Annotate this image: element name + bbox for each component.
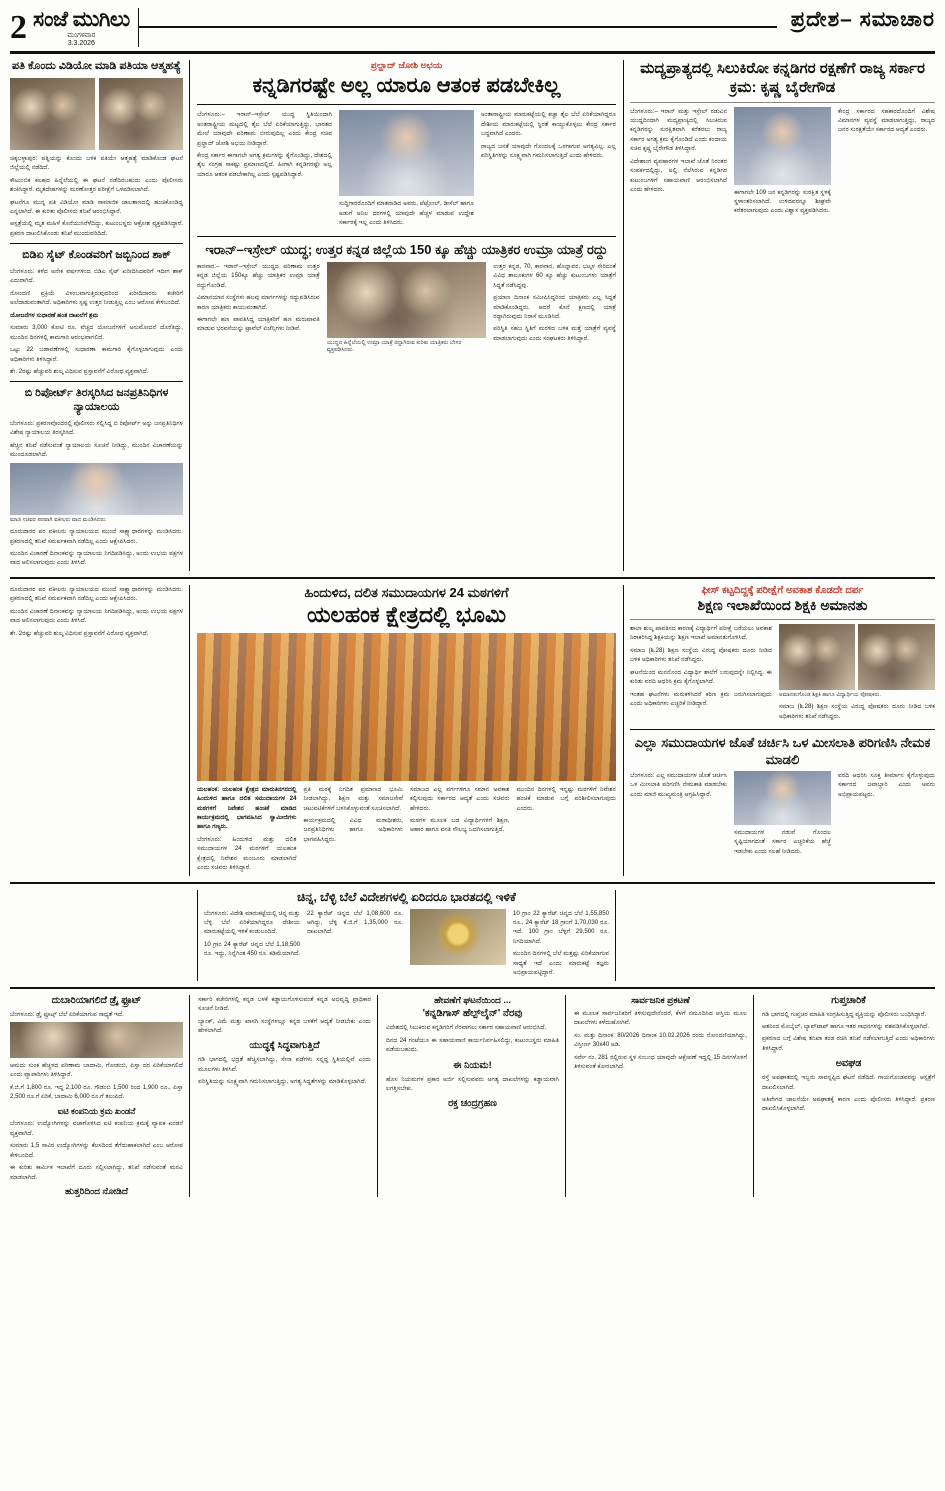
bottom-col4-para-2: ಸಂ. ಮತ್ತು ದಿನಾಂಕ: 80/2026 ದಿನಾಂಕ 10.02.2026 ರಂದು ನೋಂದಣಿಯಾಗಿದ್ದು, ವಿಸ್ತೀರ್ಣ 30x40 ಅಡಿ. (574, 1031, 747, 1049)
reservation-para-3: ವರದಿ ಆಧರಿಸಿ ಸೂಕ್ತ ತೀರ್ಮಾನ ಕೈಗೊಳ್ಳುವುದು ಸರ್ಕಾರದ ಜವಾಬ್ದಾರಿ ಎಂದು ಅವರು ಅಭಿಪ್ರಾಯಪಟ್ಟರು. (838, 771, 935, 798)
left-column (10, 60, 190, 571)
teacher-para-1: ಶಾಲಾ ಶುಲ್ಕ ಪಾವತಿಸದ ಕಾರಣಕ್ಕೆ ವಿದ್ಯಾರ್ಥಿಗೆ ಪರೀಕ್ಷೆ ಬರೆಯಲು ಅವಕಾಶ ನಿರಾಕರಿಸಿದ್ದ ಶಿಕ್ಷಕಿಯನ್ನು ಶಿಕ್ಷಣ ಇಲಾಖೆ ಅಮಾನತುಗೊಳಿಸಿದೆ. (630, 624, 772, 642)
bottom-col2-para-4: ಪರಿಸ್ಥಿತಿಯನ್ನು ಸೂಕ್ಷ್ಮವಾಗಿ ಗಮನಿಸಲಾಗುತ್ತಿದ್ದು, ಅಗತ್ಯ ಸಿದ್ಧತೆಗಳನ್ನು ಮಾಡಿಕೊಳ್ಳಲಾಗಿದೆ. (198, 1078, 367, 1086)
bottom-col3-headline-3: ರಕ್ತ ಚಂದ್ರಗ್ರಹಣ (448, 1098, 497, 1110)
lead-para-1: ಬೆಂಗಳೂರು:– ಇರಾನ್–ಇಸ್ರೇಲ್ ಯುದ್ಧ ಸ್ಥಿತಿಯಿಂದಾಗಿ ಅಂತರಾಷ್ಟ್ರೀಯ ಮಟ್ಟದಲ್ಲಿ ತೈಲ ಬೆಲೆ ಏರಿಕೆಯಾಗುತ್ತಿದ್ದು, ಭಾರತದ ಮೇಲೆ ಯಾವುದೇ ಪರಿಣಾಮ ಬೀರುವುದಿಲ್ಲ ಎಂದು ಕೇಂದ್ರ ಸಚಿವ ಪ್ರಲ್ಹಾದ್ ಜೋಶಿ ಅಭಯ ನೀಡಿದ್ದಾರೆ. (197, 111, 332, 147)
second-band-left (10, 585, 190, 876)
gold-headline: ಚಿನ್ನ, ಬೆಳ್ಳಿ ಬೆಲೆ ವಿದೇಶಗಳಲ್ಲಿ ಏರಿದರೂ ಭಾರತದಲ್ಲಿ ಇಳಿಕೆ (297, 889, 516, 904)
page-number: 2 (10, 8, 27, 46)
right-lead-para-1: ಬೆಂಗಳೂರು:– ಇರಾನ್ ಮತ್ತು ಇಸ್ರೇಲ್ ನಡುವಿನ ಯುದ್ಧದಿಂದಾಗಿ ಮದ್ಯಪ್ರಾಚ್ಯದಲ್ಲಿ ಸಿಲುಕಿರುವ ಕನ್ನಡಿಗರನ್ನು ಸುರಕ್ಷಿತವಾಗಿ ಕರೆತರಲು ರಾಜ್ಯ ಸರ್ಕಾರ ಅಗತ್ಯ ಕ್ರಮ ಕೈಗೊಂಡಿದೆ ಎಂದು ಕಂದಾಯ ಸಚಿವ ಕೃಷ್ಣ ಬೈರೇಗೌಡ ತಿಳಿಸಿದ್ದಾರೆ. (630, 107, 727, 153)
left-top-headline: ಪತಿ ಕೊಂದು ವಿಡಿಯೋ ಮಾಡಿ ಪತಿಯಾ ಆತ್ಮಹತ್ಯೆ (12, 60, 181, 72)
right-lead-col-2 (734, 107, 831, 219)
left-bottom-extra-1: ದೂರುದಾರರ ಪರ ವಕೀಲರು ನ್ಯಾಯಾಲಯದ ಮುಂದೆ ಸಾಕ್ಷ್ಯಾಧಾರಗಳನ್ನು ಮಂಡಿಸಿದರು. ಪ್ರಕರಣದಲ್ಲಿ ತನಿಖೆ ಸಮರ್ಪಕವಾಗಿ ನಡೆದಿಲ್ಲ ಎಂದು ಆಕ್ಷೇಪಿಸಿದರು. (10, 585, 183, 603)
bottom-col1-para-2: ಕೆ.ಜಿ.ಗೆ 1,800 ರೂ. ಇದ್ದ 2,100 ರೂ. ಗೌಡಂಬಿ 1,500 ರಿಂದ 1,900 ರೂ., ಪಿಸ್ತಾ 2,500 ರೂ.ಗೆ ಏರಿಕೆ, ಬಾದಾಮಿ 6,000 ರೂ.ಗೆ ತಲುಪಿದೆ. (10, 1083, 183, 1101)
teacher-para-2: ಸಮಾಜ (ಶಿ.28) ಶಿಕ್ಷಣ ಸಂಸ್ಥೆಯ ವಿರುದ್ಧ ಪೋಷಕರು ದೂರು ನೀಡಿದ ಬಳಿಕ ಅಧಿಕಾರಿಗಳು ತನಿಖೆ ನಡೆಸಿದ್ದರು. (630, 646, 772, 664)
bottom-col5-para-5: ಅತಿವೇಗದ ಚಾಲನೆಯೇ ಅಪಘಾತಕ್ಕೆ ಕಾರಣ ಎಂದು ಪೊಲೀಸರು ತಿಳಿಸಿದ್ದಾರೆ. ಪ್ರಕರಣ ದಾಖಲಿಸಿಕೊಳ್ಳಲಾಗಿದೆ. (762, 1096, 935, 1113)
left-bottom-headline: ಬಿ ರಿಪೋರ್ಟ್ ತಿರಸ್ಕರಿಸಿದ ಜನಪ್ರತಿನಿಧಿಗಳ ನ್ಯಾಯಾಲಯ (24, 387, 169, 414)
iran-extra-para-2: ಪ್ರಯಾಣ ದಿನಾಂಕ ಸಮೀಪಿಸಿದ್ದರಿಂದ ಯಾತ್ರಿಕರು ಎಲ್ಲ ಸಿದ್ಧತೆ ಮಾಡಿಕೊಂಡಿದ್ದರು. ಆದರೆ ಕೊನೆ ಕ್ಷಣದಲ್ಲಿ ಯಾತ್ರೆ ರದ್ದಾಗಿರುವುದು ನಿರಾಸೆ ಮೂಡಿಸಿದೆ. (493, 294, 617, 320)
right-lead-para-2: ವಿದೇಶಾಂಗ ವ್ಯವಹಾರಗಳ ಇಲಾಖೆ ಜೊತೆ ನಿರಂತರ ಸಂಪರ್ಕದಲ್ಲಿದ್ದು, ಅಲ್ಲಿ ನೆಲೆಸಿರುವ ಕನ್ನಡಿಗರ ಕುಟುಂಬಗಳಿಗೆ ಸಹಾಯವಾಣಿ ಆರಂಭಿಸಲಾಗಿದೆ ಎಂದು ಹೇಳಿದರು. (630, 157, 727, 193)
left-top-para-2: ಕೌಟುಂಬಿಕ ಕಲಹದ ಹಿನ್ನೆಲೆಯಲ್ಲಿ ಈ ಘಟನೆ ನಡೆದಿರಬಹುದು ಎಂದು ಪೊಲೀಸರು ಶಂಕಿಸಿದ್ದಾರೆ. ಮೃತದೇಹಗಳನ್ನು ಮರಣೋತ್ತರ ಪರೀಕ್ಷೆಗೆ ಒಳಪಡಿಸಲಾಗಿದೆ. (10, 176, 183, 194)
left-mid-headline: ಬಿಡಿಏ ಸೈಟ್ ಕೊಂಡವರಿಗೆ ಜಬ್ಬಿನಿಂದ ಶಾಕ್ (22, 249, 171, 262)
left-mid-para-1: ಬೆಂಗಳೂರು: ಕಳೆದ ಅನೇಕ ವರ್ಷಗಳಿಂದ ಬಿಡಿಎ ಸೈಟ್ ಖರೀದಿಸಿದವರಿಗೆ ಇದೀಗ ಶಾಕ್ ಎದುರಾಗಿದೆ. (10, 268, 183, 285)
gold-col-3 (410, 909, 506, 981)
reservation-headline: ಎಲ್ಲಾ ಸಮುದಾಯಗಳ ಜೊತೆ ಚರ್ಚಿಸಿ ಒಳ ಮೀಸಲಾತಿ ಪರಿಗಣಿಸಿ ನೇಮಕ ಮಾಡಲಿ (634, 735, 931, 767)
iran-para-2: ವಿಮಾನಯಾನ ಸಂಸ್ಥೆಗಳು ಹಲವು ಮಾರ್ಗಗಳನ್ನು ರದ್ದುಪಡಿಸಿರುವ ಕಾರಣ ಯಾತ್ರಿಕರು ಕಾಯುವಂತಾಗಿದೆ. (197, 294, 320, 311)
bottom-col3-kicker: ಹೇವಣೆಗೆ ಘಟನೆಯಿಂದ ... (434, 994, 511, 1005)
bottom-col2-headline: ಯುದ್ಧಕ್ಕೆ ಸಿದ್ಧವಾಗುತ್ತಿದೆ (249, 1040, 320, 1052)
bottom-col-4 (574, 995, 754, 1198)
teacher-kicker: ಫೀಸ್ ಕಟ್ಟದಿದ್ದಕ್ಕೆ ಪರೀಕ್ಷೆಗೆ ಅವಕಾಶ ಕೊಡದೇ ದರ್ಪ (701, 584, 864, 596)
center-big-headline: ಯಲಹಂಕ ಕ್ಷೇತ್ರದಲ್ಲಿ ಭೂಮಿ (307, 602, 506, 628)
newspaper-title: ಸಂಜೆ ಮುಗಿಲು (33, 8, 130, 31)
section-title: ಪ್ರದೇಶ– ಸಮಾಚಾರ (790, 8, 935, 31)
bottom-col3-headline: 'ಕನ್ನಡಿಗಾಸ್ ಹೆಲ್ಪ್‌ಲೈನ್' ನೆರವು (422, 1007, 523, 1019)
bottom-col3-para-2: ದಿನದ 24 ಗಂಟೆಯೂ ಈ ಸಹಾಯವಾಣಿ ಕಾರ್ಯನಿರ್ವಹಿಸಲಿದ್ದು, ಕುಟುಂಬಸ್ಥರು ಮಾಹಿತಿ ಪಡೆಯಬಹುದು. (386, 1036, 559, 1054)
left-mid-para-3: ಸುಮಾರು 3,000 ಕೋಟಿ ರೂ. ವೆಚ್ಚದ ಯೋಜನೆಗಳಿಗೆ ಅನುಮೋದನೆ ದೊರೆತಿದ್ದು, ಮುಂದಿನ ದಿನಗಳಲ್ಲಿ ಕಾಮಗಾರಿ ಆರಂಭವಾಗಲಿದೆ. (10, 324, 183, 341)
left-mid-para-2: ನೋಂದಣಿ ಪ್ರಕ್ರಿಯೆ ವಿಳಂಬವಾಗುತ್ತಿರುವುದರಿಂದ ಖರೀದಿದಾರರು ಕಚೇರಿಗೆ ಅಲೆದಾಡುವಂತಾಗಿದೆ. ಅಧಿಕಾರಿಗಳು ಸ್ಪಷ್ಟ ಉತ್ತರ ನೀಡುತ್ತಿಲ್ಲ ಎಂಬ ಆರೋಪ ಕೇಳಿಬಂದಿದೆ. (10, 289, 183, 307)
lead-col-2 (339, 110, 474, 230)
left-mid-subhead: ಯೋಜನೆಗಳ ಸುಧಾರಣೆ ಹಂತ ದಾಖಲೆಗೆ ಶ್ರಮ (10, 311, 99, 319)
bottom-col-3 (386, 995, 566, 1198)
center-big-col-3 (410, 785, 510, 876)
iran-col-2 (327, 262, 487, 355)
right-lead-photo (734, 107, 831, 185)
edition-date: 3.3.2026 (67, 40, 95, 47)
teacher-col-1 (630, 624, 772, 724)
right-column (623, 60, 935, 571)
masthead (10, 8, 935, 54)
bottom-col-1 (10, 995, 190, 1198)
right-lead-headline: ಮದ್ಯಪ್ರಾತ್ಯದಲ್ಲಿ ಸಿಲುಕಿರೋ ಕನ್ನಡಿಗರ ರಕ್ಷಣೆಗೆ ರಾಜ್ಯ ಸರ್ಕಾರ ಕ್ರಮ: ಕೃಷ್ಣ ಬೈರೇಗೌಡ (640, 60, 925, 96)
iran-headline: ಇರಾನ್–ಇಸ್ರೇಲ್ ಯುದ್ಧ; ಉತ್ತರ ಕನ್ನಡ ಜಿಲ್ಲೆಯ 150 ಕ್ಕೂ ಹೆಚ್ಚು ಯಾತ್ರಿಕರ ಉಮ್ರಾ ಯಾತ್ರೆ ರದ್ದು (205, 241, 608, 257)
masthead-rule (139, 26, 777, 28)
left-bottom-para-1: ಬೆಂಗಳೂರು: ಪ್ರಕರಣವೊಂದರಲ್ಲಿ ಪೊಲೀಸರು ಸಲ್ಲಿಸಿದ್ದ ಬಿ ರಿಪೋರ್ಟ್ ಅನ್ನು ಜನಪ್ರತಿನಿಧಿಗಳ ವಿಶೇಷ ನ್ಯಾಯಾಲಯ ತಿರಸ್ಕರಿಸಿದೆ. (10, 419, 183, 437)
left-bottom-para-2: ಹೆಚ್ಚಿನ ತನಿಖೆ ನಡೆಸುವಂತೆ ನ್ಯಾಯಾಲಯ ಸೂಚನೆ ನೀಡಿದ್ದು, ಮುಂದಿನ ವಿಚಾರಣೆಯನ್ನು ಮುಂದೂಡಲಾಗಿದೆ. (10, 441, 183, 459)
left-bottom-para-3: ದೂರುದಾರರ ಪರ ವಕೀಲರು ನ್ಯಾಯಾಲಯದ ಮುಂದೆ ಸಾಕ್ಷ್ಯಾಧಾರಗಳನ್ನು ಮಂಡಿಸಿದರು. ಪ್ರಕರಣದಲ್ಲಿ ತನಿಖೆ ಸಮರ್ಪಕವಾಗಿ ನಡೆದಿಲ್ಲ ಎಂದು ಆಕ್ಷೇಪಿಸಿದರು. (10, 528, 183, 545)
bottom-col5-headline-2: ಅವಘಡ (835, 1058, 862, 1070)
left-mid-para-4: ಒಟ್ಟು 22 ಬಡಾವಣೆಗಳಲ್ಲಿ ಸುಧಾರಣಾ ಕಾಮಗಾರಿ ಕೈಗೊಳ್ಳಲಾಗುವುದು ಎಂದು ಅಧಿಕಾರಿಗಳು ತಿಳಿಸಿದ್ದಾರೆ. (10, 346, 183, 363)
gold-strip-spacer (10, 890, 190, 981)
lead-para-5: ರಾಜ್ಯದ ಜನತೆ ಯಾವುದೇ ಗೊಂದಲಕ್ಕೆ ಒಳಗಾಗುವ ಅಗತ್ಯವಿಲ್ಲ. ಎಲ್ಲ ಪರಿಸ್ಥಿತಿಗಳನ್ನು ಸೂಕ್ಷ್ಮವಾಗಿ ಗಮನಿಸಲಾಗುತ್ತಿದೆ ಎಂದು ಹೇಳಿದರು. (481, 142, 616, 159)
reservation-col-1 (630, 771, 727, 859)
second-band-right (623, 585, 935, 876)
bottom-col2-para-1: ಸರ್ಕಾರಿ ಕಚೇರಿಗಳಲ್ಲಿ ಕನ್ನಡ ಬಳಕೆ ಕಡ್ಡಾಯಗೊಳಿಸುವಂತೆ ಕನ್ನಡ ಅಭಿವೃದ್ಧಿ ಪ್ರಾಧಿಕಾರ ಸೂಚನೆ ನೀಡಿದೆ. (198, 995, 371, 1013)
edition-day: ಮಂಗಳವಾರ (67, 32, 96, 39)
lead-para-4: ಅಂತಾರಾಷ್ಟ್ರೀಯ ಮಾರುಕಟ್ಟೆಯಲ್ಲಿ ಕಚ್ಚಾ ತೈಲ ಬೆಲೆ ಏರಿಕೆಯಾಗಿದ್ದರೂ ದೇಶೀಯ ಮಾರುಕಟ್ಟೆಯಲ್ಲಿ ಸ್ಥಿರತೆ ಕಾಯ್ದುಕೊಳ್ಳಲು ಕೇಂದ್ರ ಸರ್ಕಾರ ಬದ್ಧವಾಗಿದೆ ಎಂದರು. (481, 111, 616, 138)
bottom-col2-para-2: ಬ್ಯಾಂಕ್, ವಿಮೆ ಮತ್ತು ಖಾಸಗಿ ಸಂಸ್ಥೆಗಳಲ್ಲೂ ಕನ್ನಡ ಬಳಕೆಗೆ ಆದ್ಯತೆ ನೀಡಬೇಕು ಎಂದು ಹೇಳಲಾಗಿದೆ. (198, 1017, 371, 1034)
left-bottom-para-4: ಮುಂದಿನ ವಿಚಾರಣೆ ದಿನಾಂಕವನ್ನು ನ್ಯಾಯಾಲಯ ನಿಗದಿಪಡಿಸಿದ್ದು, ಅಂದು ಉಭಯ ಪಕ್ಷಗಳ ವಾದ ಆಲಿಸಲಾಗುವುದು ಎಂದು ತಿಳಿಸಿದೆ. (10, 550, 183, 567)
reservation-col-2 (734, 771, 831, 859)
left-top-para-4: ಆಸ್ಪತ್ರೆಯಲ್ಲಿ ಮೃತ ಮಹಿಳೆ ಕೊನೆಯುಸಿರೆಳೆದಿದ್ದು, ಕುಟುಂಬಸ್ಥರು ಆಕ್ರೋಶ ವ್ಯಕ್ತಪಡಿಸಿದ್ದಾರೆ. ಪ್ರಕರಣ ದಾಖಲಿಸಿಕೊಂಡು ತನಿಖೆ ಮುಂದುವರಿದಿದೆ. (10, 220, 183, 237)
teacher-para-4: ಇಂತಹ ಘಟನೆಗಳು ಮರುಕಳಿಸಿದರೆ ಕಠಿಣ ಕ್ರಮ ಜರುಗಿಸಲಾಗುವುದು ಎಂದು ಅಧಿಕಾರಿಗಳು ಎಚ್ಚರಿಕೆ ನೀಡಿದ್ದಾರೆ. (630, 690, 772, 707)
iran-extra-para-1: ಉತ್ತರ ಕನ್ನಡ, 70, ಕಾರವಾರ, ಹೊನ್ನಾವರ, ಭಟ್ಕಳ ಸೇರಿದಂತೆ ವಿವಿಧ ತಾಲೂಕುಗಳ 60 ಕ್ಕೂ ಹೆಚ್ಚು ಕುಟುಂಬಗಳು ಯಾತ್ರೆಗೆ ಸಿದ್ಧತೆ ನಡೆಸಿದ್ದವು. (493, 262, 617, 289)
center-big-col-1 (197, 785, 297, 876)
center-big-para-4: ಸಮಾಜದ ಎಲ್ಲ ವರ್ಗಗಳಿಗೂ ಸಮಾನ ಅವಕಾಶ ಕಲ್ಪಿಸುವುದು ಸರ್ಕಾರದ ಆದ್ಯತೆ ಎಂದು ಸಚಿವರು ಹೇಳಿದರು. (410, 785, 510, 812)
bottom-band (10, 995, 935, 1198)
teacher-col-2 (779, 624, 935, 724)
lead-col-1 (197, 110, 332, 230)
iran-photo-pilgrims (327, 262, 487, 338)
iran-col-1 (197, 262, 320, 355)
left-top-photo-man (99, 78, 184, 150)
bottom-col5-para-2: ಆತನಿಂದ ಮೊಬೈಲ್, ಲ್ಯಾಪ್‌ಟಾಪ್ ಹಾಗೂ ಇತರ ಸಾಧನಗಳನ್ನು ವಶಪಡಿಸಿಕೊಳ್ಳಲಾಗಿದೆ. (762, 1022, 929, 1030)
center-big-para-1: ಬೆಂಗಳೂರು: ಹಿಂದುಳಿದ ಮತ್ತು ದಲಿತ ಸಮುದಾಯಗಳ 24 ಮಠಗಳಿಗೆ ಯಲಹಂಕ ಕ್ಷೇತ್ರದಲ್ಲಿ ನಿವೇಶನ ಮಂಜೂರು ಮಾಡಲಾಗಿದೆ ಎಂದು ಸಚಿವರು ತಿಳಿಸಿದ್ದಾರೆ. (197, 835, 297, 872)
left-top-para-3: ಘಟನೆಗೂ ಮುನ್ನ ಪತಿ ವಿಡಿಯೋ ಮಾಡಿ ಸಾಮಾಜಿಕ ಜಾಲತಾಣದಲ್ಲಿ ಹಂಚಿಕೊಂಡಿದ್ದ ಎನ್ನಲಾಗಿದೆ. ಈ ಕುರಿತು ಪೊಲೀಸರು ತನಿಖೆ ಆರಂಭಿಸಿದ್ದಾರೆ. (10, 198, 183, 215)
iran-para-1: ಕಾರವಾರ:– ಇರಾನ್–ಇಸ್ರೇಲ್ ಯುದ್ಧದ ಪರಿಣಾಮ ಉತ್ತರ ಕನ್ನಡ ಜಿಲ್ಲೆಯ 150ಕ್ಕೂ ಹೆಚ್ಚು ಯಾತ್ರಿಕರ ಉಮ್ರಾ ಯಾತ್ರೆ ರದ್ದುಗೊಂಡಿದೆ. (197, 262, 320, 289)
bottom-col1-para-5: ಈ ಕುರಿತು ಕಾರ್ಮಿಕ ಇಲಾಖೆಗೆ ದೂರು ಸಲ್ಲಿಸಲಾಗಿದ್ದು, ತನಿಖೆ ನಡೆಸುವಂತೆ ಮನವಿ ಮಾಡಲಾಗಿದೆ. (10, 1164, 183, 1181)
iran-caption: ಯುದ್ಧದ ಹಿನ್ನೆಲೆಯಲ್ಲಿ ಉಮ್ರಾ ಯಾತ್ರೆ ರದ್ದಾಗಿರುವ ಕುರಿತು ಯಾತ್ರಿಕರು ಬೇಸರ ವ್ಯಕ್ತಪಡಿಸಿದರು. (326, 339, 462, 354)
center-big-para-6: ಮುಂದಿನ ದಿನಗಳಲ್ಲಿ ಇನ್ನಷ್ಟು ಮಠಗಳಿಗೆ ನಿವೇಶನ ಹಂಚಿಕೆ ಮಾಡುವ ಬಗ್ಗೆ ಪರಿಶೀಲಿಸಲಾಗುವುದು ಎಂದರು. (516, 785, 616, 812)
bottom-col5-headline: ಗುಪ್ತಚಾರಿಕೆ (831, 994, 866, 1006)
bottom-col4-para-3: ಸರ್ವೇ ನಂ. 281 ರಲ್ಲಿರುವ ಸ್ಥಳ ಸಂಬಂಧ ಯಾವುದೇ ಆಕ್ಷೇಪಣೆ ಇದ್ದಲ್ಲಿ 15 ದಿನಗಳೊಳಗೆ ತಿಳಿಸುವಂತೆ ಕೋರಲಾಗಿದೆ. (574, 1053, 747, 1071)
lead-col-3 (481, 110, 616, 230)
bottom-col-2 (198, 995, 378, 1198)
bottom-col1-para-1: ಆಮದು ಸುಂಕ ಹೆಚ್ಚಳದ ಪರಿಣಾಮ ಬಾದಾಮಿ, ಗೋಡಂಬಿ, ಪಿಸ್ತಾ ದರ ಏರಿಕೆಯಾಗಲಿದೆ ಎಂದು ವ್ಯಾಪಾರಿಗಳು ತಿಳಿಸಿದ್ದಾರೆ. (10, 1061, 183, 1079)
reservation-photo (734, 771, 831, 825)
bottom-col4-para-1: ಈ ಮೂಲಕ ಸಾರ್ವಜನಿಕರಿಗೆ ತಿಳಿಸುವುದೇನೆಂದರೆ, ಕೆಳಗೆ ನಮೂದಿಸಿದ ಆಸ್ತಿಯ ಮೂಲ ದಾಖಲೆಗಳು ಕಳೆದುಹೋಗಿವೆ. (574, 1009, 747, 1027)
bottom-col3-headline-2: ಈ ನಿಯಮ! (453, 1059, 492, 1071)
bottom-col-5 (762, 995, 935, 1198)
right-lead-col-3 (838, 107, 935, 219)
gold-col-2 (307, 909, 403, 981)
bottom-col1-sub: ಬೆಂಗಳೂರು: ಡ್ರೈ ಫ್ರೂಟ್ಸ್ ಬೆಲೆ ಏರಿಕೆಯಾಗುವ ಸಾಧ್ಯತೆ ಇದೆ. (10, 1010, 124, 1018)
lead-headline: ಕನ್ನಡಿಗರಷ್ಟೇ ಅಲ್ಲ ಯಾರೂ ಆತಂಕ ಪಡಬೇಕಿಲ್ಲ (252, 74, 561, 97)
reservation-para-1: ಬೆಂಗಳೂರು: ಎಲ್ಲ ಸಮುದಾಯಗಳ ಜೊತೆ ಚರ್ಚಿಸಿ ಒಳ ಮೀಸಲಾತಿ ಪರಿಗಣಿಸಿ ನೇಮಕಾತಿ ಮಾಡಬೇಕು ಎಂದು ಮಾಜಿ ಮುಖ್ಯಮಂತ್ರಿ ಆಗ್ರಹಿಸಿದ್ದಾರೆ. (630, 771, 727, 798)
gold-col-1 (204, 909, 300, 981)
bottom-col5-para-3: ಪ್ರಕರಣದ ಬಗ್ಗೆ ವಿಶೇಷ ತನಿಖಾ ತಂಡ ರಚಿಸಿ ತನಿಖೆ ನಡೆಸಲಾಗುತ್ತಿದೆ ಎಂದು ಅಧಿಕಾರಿಗಳು ತಿಳಿಸಿದ್ದಾರೆ. (762, 1035, 935, 1052)
bottom-col5-para-4: ರಸ್ತೆ ಅಪಘಾತದಲ್ಲಿ ಇಬ್ಬರು ಸಾವನ್ನಪ್ಪಿದ ಘಟನೆ ನಡೆದಿದೆ. ಗಾಯಗೊಂಡವರನ್ನು ಆಸ್ಪತ್ರೆಗೆ ದಾಖಲಿಸಲಾಗಿದೆ. (762, 1074, 935, 1091)
masthead-logo (10, 8, 139, 47)
left-top-photo-woman (10, 78, 95, 150)
center-big-kicker: ಹಿಂದುಳಿದ, ದಲಿತ ಸಮುದಾಯಗಳ 24 ಮಠಗಳಿಗೆ (304, 584, 509, 600)
center-big-para-5: ಮಠಗಳ ಮೂಲಕ ಬಡ ವಿದ್ಯಾರ್ಥಿಗಳಿಗೆ ಶಿಕ್ಷಣ, ಆಹಾರ ಹಾಗೂ ವಸತಿ ಸೌಲಭ್ಯ ಒದಗಿಸಲಾಗುತ್ತಿದೆ. (410, 816, 510, 834)
teacher-para-5: ಸಮಾಜ (ಶಿ.28) ಶಿಕ್ಷಣ ಸಂಸ್ಥೆಯ ವಿರುದ್ಧ ಪೋಷಕರು ದೂರು ನೀಡಿದ ಬಳಿಕ ಅಧಿಕಾರಿಗಳು ತನಿಖೆ ನಡೆಸಿದ್ದರು. (778, 703, 935, 720)
center-big-photo-swamijis (197, 633, 616, 781)
gold-para-4: 10 ಗ್ರಾಂ 22 ಕ್ಯಾರೆಟ್ ಚಿನ್ನದ ಬೆಲೆ 1,55,850 ರೂ., 24 ಕ್ಯಾರೆಟ್ 18 ಗ್ರಾಂಗೆ 1,70,030 ರೂ. ಇದೆ. 100 ಗ್ರಾಂ ಬೆಳ್ಳಿಗೆ 29,500 ರೂ. ನಿಗದಿಯಾಗಿದೆ. (513, 909, 609, 945)
center-big-para-2: ಪ್ರತಿ ಮಠಕ್ಕೆ ನಿಗದಿತ ಪ್ರಮಾಣದ ಭೂಮಿ ನೀಡಲಾಗಿದ್ದು, ಶಿಕ್ಷಣ ಮತ್ತು ಸಮಾಜಸೇವೆ ಚಟುವಟಿಕೆಗಳಿಗೆ ಬಳಸಿಕೊಳ್ಳುವಂತೆ ಸೂಚಿಸಲಾಗಿದೆ. (303, 785, 403, 812)
iran-para-3: ಈಗಾಗಲೇ ಹಣ ಪಾವತಿಸಿದ್ದ ಯಾತ್ರಿಕರಿಗೆ ಹಣ ಮರುಪಾವತಿ ಮಾಡುವ ಭರವಸೆಯನ್ನು ಟ್ರಾವೆಲ್ ಏಜೆನ್ಸಿಗಳು ನೀಡಿವೆ. (197, 316, 320, 333)
left-bottom-extra-2: ಮುಂದಿನ ವಿಚಾರಣೆ ದಿನಾಂಕವನ್ನು ನ್ಯಾಯಾಲಯ ನಿಗದಿಪಡಿಸಿದ್ದು, ಅಂದು ಉಭಯ ಪಕ್ಷಗಳ ವಾದ ಆಲಿಸಲಾಗುವುದು ಎಂದು ತಿಳಿಸಿದೆ. (10, 607, 183, 625)
lead-para-2: ಕೇಂದ್ರ ಸರ್ಕಾರ ಈಗಾಗಲೇ ಅಗತ್ಯ ಕ್ರಮಗಳನ್ನು ಕೈಗೊಂಡಿದ್ದು, ದೇಶದಲ್ಲಿ ತೈಲ ಸಂಗ್ರಹ ಸಾಕಷ್ಟು ಪ್ರಮಾಣದಲ್ಲಿದೆ. ಹೀಗಾಗಿ ಕನ್ನಡಿಗರಷ್ಟೇ ಅಲ್ಲ ಯಾರೂ ಆತಂಕ ಪಡಬೇಕಾಗಿಲ್ಲ ಎಂದು ಸ್ಪಷ್ಟಪಡಿಸಿದ್ದಾರೆ. (197, 152, 332, 178)
left-top-para-1: ಚಿಕ್ಕಬಳ್ಳಾಪುರ: ಪತ್ನಿಯನ್ನು ಕೊಂದು ಬಳಿಕ ಪತಿಯೇ ಆತ್ಮಹತ್ಯೆ ಮಾಡಿಕೊಂಡ ಘಟನೆ ಜಿಲ್ಲೆಯಲ್ಲಿ ನಡೆದಿದೆ. (10, 154, 183, 172)
lead-photo-minister (339, 110, 474, 196)
bottom-col3-para-3: ಹೊಸ ನಿಯಮಗಳ ಪ್ರಕಾರ ಅರ್ಜಿ ಸಲ್ಲಿಸುವವರು ಅಗತ್ಯ ದಾಖಲೆಗಳನ್ನು ಕಡ್ಡಾಯವಾಗಿ ಲಗತ್ತಿಸಬೇಕು. (386, 1075, 559, 1093)
reservation-col-3 (838, 771, 935, 859)
teacher-headline: ಶಿಕ್ಷಣ ಇಲಾಖೆಯಿಂದ ಶಿಕ್ಷಕಿ ಅಮಾನತು (697, 597, 868, 614)
bottom-col1-para-4: ಸುಮಾರು 1,5 ಸಾವಿರ ಉದ್ಯೋಗಿಗಳನ್ನು ಕೆಲಸದಿಂದ ತೆಗೆದುಹಾಕಲಾಗಿದೆ ಎಂಬ ಆರೋಪ ಕೇಳಿಬಂದಿದೆ. (10, 1142, 183, 1159)
right-lead-para-4: ಕೇಂದ್ರ ಸರ್ಕಾರದ ಸಹಕಾರದೊಂದಿಗೆ ವಿಶೇಷ ವಿಮಾನಗಳ ವ್ಯವಸ್ಥೆ ಮಾಡಲಾಗುತ್ತಿದ್ದು, ರಾಜ್ಯದ ಜನರ ಸುರಕ್ಷತೆಯೇ ಸರ್ಕಾರದ ಆದ್ಯತೆ ಎಂದರು. (838, 107, 935, 134)
center-big-para-3: ಕಾರ್ಯಕ್ರಮದಲ್ಲಿ ವಿವಿಧ ಮಠಾಧೀಶರು, ಜನಪ್ರತಿನಿಧಿಗಳು ಹಾಗೂ ಅಧಿಕಾರಿಗಳು ಭಾಗವಹಿಸಿದ್ದರು. (303, 816, 403, 843)
gold-col-4 (513, 909, 609, 981)
reservation-para-2: ಸಮುದಾಯಗಳ ನಡುವೆ ಗೊಂದಲ ಸೃಷ್ಟಿಯಾಗದಂತೆ ಸರ್ಕಾರ ಎಚ್ಚರಿಕೆಯ ಹೆಜ್ಜೆ ಇಡಬೇಕು ಎಂದು ಸಲಹೆ ನೀಡಿದರು. (734, 828, 831, 855)
center-big-col-4 (517, 785, 617, 876)
bottom-col4-headline: ಸಾರ್ವಜನಿಕ ಪ್ರಕಟಣೆ (631, 994, 690, 1005)
bottom-col1-headline: ದುಬಾರಿಯಾಗಲಿದೆ ಡ್ರೈ ಫ್ರೂಟ್ (51, 994, 142, 1006)
bottom-col3-para-1: ವಿದೇಶದಲ್ಲಿ ಸಿಲುಕಿರುವ ಕನ್ನಡಿಗರಿಗೆ ನೆರವಾಗಲು ಸರ್ಕಾರ ಸಹಾಯವಾಣಿ ಆರಂಭಿಸಿದೆ. (386, 1024, 547, 1032)
right-lead-para-3: ಈಗಾಗಲೇ 109 ಜನ ಕನ್ನಡಿಗರನ್ನು ಸುರಕ್ಷಿತ ಸ್ಥಳಕ್ಕೆ ಸ್ಥಳಾಂತರಿಸಲಾಗಿದೆ. ಉಳಿದವರನ್ನೂ ಶೀಘ್ರವೇ ಕರೆತರಲಾಗುವುದು ಎಂದು ವಿಶ್ವಾಸ ವ್ಯಕ್ತಪಡಿಸಿದರು. (734, 188, 831, 215)
iran-col-3 (493, 262, 616, 355)
center-column (197, 60, 616, 571)
teacher-para-3: ಘಟನೆಯಿಂದ ಮನನೊಂದ ವಿದ್ಯಾರ್ಥಿ ಶಾಲೆಗೆ ಬರುವುದನ್ನೇ ನಿಲ್ಲಿಸಿದ್ದ. ಈ ಕುರಿತು ವರದಿ ಆಧರಿಸಿ ಕ್ರಮ ಕೈಗೊಳ್ಳಲಾಗಿದೆ. (630, 668, 772, 686)
bottom-col1-headline-2: ಐಟಿ ಕಂಪನಿಯ ಕ್ರಮ ಖಂಡನೆ (57, 1105, 136, 1116)
teacher-photo-school (779, 624, 856, 690)
bottom-col5-para-1: ಗಡಿ ಭಾಗದಲ್ಲಿ ಗುಪ್ತಚರ ಮಾಹಿತಿ ಸಂಗ್ರಹಿಸುತ್ತಿದ್ದ ವ್ಯಕ್ತಿಯನ್ನು ಪೊಲೀಸರು ಬಂಧಿಸಿದ್ದಾರೆ. (762, 1010, 927, 1018)
gold-para-1: ಬೆಂಗಳೂರು: ವಿದೇಶಿ ಮಾರುಕಟ್ಟೆಯಲ್ಲಿ ಚಿನ್ನ ಮತ್ತು ಬೆಳ್ಳಿ ಬೆಲೆ ಏರಿಕೆಯಾಗಿದ್ದರೂ ದೇಶೀಯ ಮಾರುಕಟ್ಟೆಯಲ್ಲಿ ಇಳಿಕೆ ಕಂಡುಬಂದಿದೆ. (204, 909, 300, 936)
gold-photo-jewellery (410, 909, 506, 965)
right-lead-col-1 (630, 107, 727, 219)
bottom-col2-para-3: ಗಡಿ ಭಾಗದಲ್ಲಿ ಭದ್ರತೆ ಹೆಚ್ಚಿಸಲಾಗಿದ್ದು, ಸೇನಾ ಪಡೆಗಳು ಸನ್ನದ್ಧ ಸ್ಥಿತಿಯಲ್ಲಿವೆ ಎಂದು ಮೂಲಗಳು ತಿಳಿಸಿವೆ. (198, 1056, 371, 1073)
center-big-col-2 (304, 785, 404, 876)
bottom-col1-footer: ಹುತ್ತರಿದಿಂದ ನೋಡಿದೆ (64, 1185, 129, 1196)
center-big-caption: ಯಲಹಂಕ: ಯಲಹಂಕ ಕ್ಷೇತ್ರದ ಮಾರುತಿನಗರದಲ್ಲಿ ಹಿಂದುಳಿದ ಹಾಗೂ ದಲಿತ ಸಮುದಾಯಗಳ 24 ಮಠಗಳಿಗೆ ನಿವೇಶನ ಹಂಚಿಕೆ ಮಾಡಿದ ಕಾರ್ಯಕ್ರಮದಲ್ಲಿ ಭಾಗವಹಿಸಿದ ಸ್ವಾಮೀಜಿಗಳು ಹಾಗೂ ಗಣ್ಯರು. (197, 785, 297, 831)
lead-kicker: ಪ್ರಲ್ಹಾದ್ ಜೋಶಿ ಅಭಯ (370, 60, 443, 70)
bottom-col1-photo (10, 1022, 183, 1058)
left-bottom-photo (10, 463, 183, 515)
gold-strip-right-spacer (623, 890, 935, 981)
center-big-story (197, 585, 616, 876)
gold-para-3: 22 ಕ್ಯಾರೆಟ್ ಚಿನ್ನದ ಬೆಲೆ 1,08,600 ರೂ. ಆಗಿದ್ದು, ಬೆಳ್ಳಿ ಕೆ.ಜಿ.ಗೆ 1,35,000 ರೂ. ದಾಖಲಾಗಿದೆ. (307, 909, 403, 936)
gold-para-5: ಮುಂದಿನ ದಿನಗಳಲ್ಲಿ ಬೆಲೆ ಮತ್ತಷ್ಟು ಏರಿಕೆಯಾಗುವ ಸಾಧ್ಯತೆ ಇದೆ ಎಂದು ಮಾರುಕಟ್ಟೆ ತಜ್ಞರು ಅಭಿಪ್ರಾಯಪಟ್ಟಿದ್ದಾರೆ. (513, 950, 609, 977)
bottom-col1-para-3: ಬೆಂಗಳೂರು: ಉದ್ಯೋಗಿಗಳನ್ನು ವಜಾಗೊಳಿಸಿದ ಐಟಿ ಕಂಪನಿಯ ಕ್ರಮಕ್ಕೆ ವ್ಯಾಪಕ ಖಂಡನೆ ವ್ಯಕ್ತವಾಗಿದೆ. (10, 1120, 183, 1137)
left-mid-extra-1: ಶೇ. 2ರಷ್ಟು ಹೆಚ್ಚುವರಿ ಶುಲ್ಕ ವಿಧಿಸುವ ಪ್ರಸ್ತಾವನೆಗೆ ವಿರೋಧ ವ್ಯಕ್ತವಾಗಿದೆ. (10, 629, 149, 637)
left-bottom-caption: ಮಾಜಿ ಸಚಿವರ ಪರವಾಗಿ ವಕೀಲರು ವಾದ ಮಂಡಿಸಿದರು. (10, 516, 107, 523)
teacher-caption: ಅಮಾನತುಗೊಂಡ ಶಿಕ್ಷಕಿ ಹಾಗೂ ವಿದ್ಯಾರ್ಥಿಯ ಪೋಷಕರು. (778, 691, 881, 698)
iran-extra-para-3: ಪರಿಸ್ಥಿತಿ ಸಹಜ ಸ್ಥಿತಿಗೆ ಮರಳಿದ ಬಳಿಕ ಮತ್ತೆ ಯಾತ್ರೆಗೆ ವ್ಯವಸ್ಥೆ ಮಾಡಲಾಗುವುದು ಎಂದು ಸಂಘಟಕರು ತಿಳಿಸಿದ್ದಾರೆ. (493, 325, 617, 342)
lead-para-3: ಸುದ್ದಿಗಾರರೊಂದಿಗೆ ಮಾತನಾಡಿದ ಅವರು, ಪೆಟ್ರೋಲ್, ಡೀಸೆಲ್ ಹಾಗೂ ಅಡುಗೆ ಅನಿಲ ದರಗಳಲ್ಲಿ ಯಾವುದೇ ಹೆಚ್ಚಳ ಮಾಡುವ ಉದ್ದೇಶ ಸರ್ಕಾರಕ್ಕೆ ಇಲ್ಲ ಎಂದು ತಿಳಿಸಿದರು. (339, 200, 474, 227)
gold-para-2: 10 ಗ್ರಾಂ 24 ಕ್ಯಾರೆಟ್ ಚಿನ್ನದ ಬೆಲೆ 1,18,500 ರೂ. ಇದ್ದು, ನಿನ್ನೆಗಿಂತ 450 ರೂ. ಕಡಿಮೆಯಾಗಿದೆ. (204, 940, 300, 958)
left-mid-para-5: ಶೇ. 2ರಷ್ಟು ಹೆಚ್ಚುವರಿ ಶುಲ್ಕ ವಿಧಿಸುವ ಪ್ರಸ್ತಾವನೆಗೆ ವಿರೋಧ ವ್ಯಕ್ತವಾಗಿದೆ. (10, 367, 149, 375)
gold-story (197, 890, 616, 981)
teacher-photo-teacher (858, 624, 935, 690)
